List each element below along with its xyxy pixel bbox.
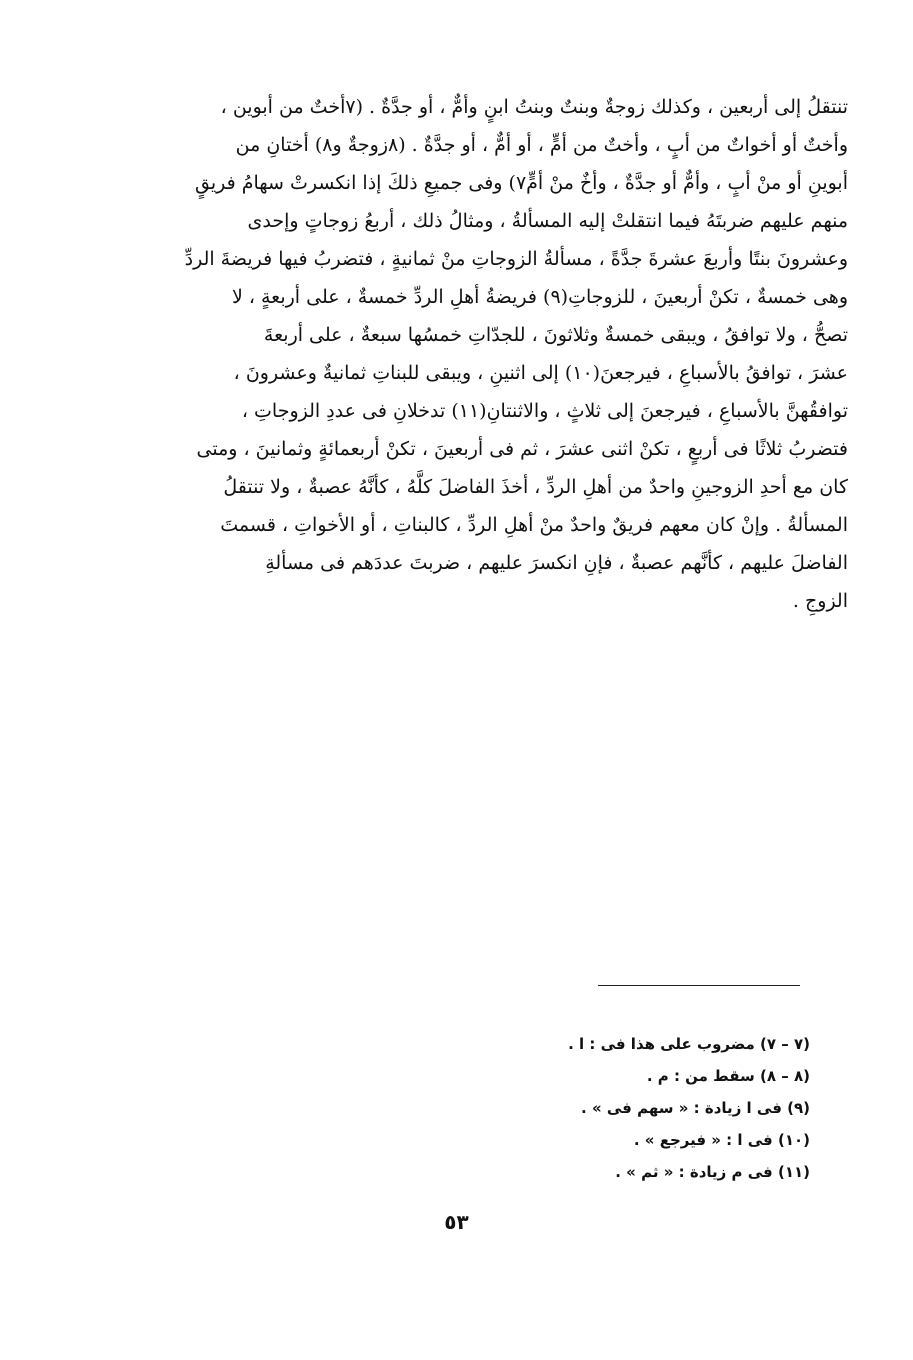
text-line-1: تنتقلُ إلى أربعين ، وكذلك زوجةٌ وبنتٌ وبنتُ ابنٍ وأمٌّ ، أو جدَّةٌ . (٧أختٌ من أبوين ،: [220, 96, 848, 118]
text-line-9: توافقُهنَّ بالأسباعِ ، فيرجعنَ إلى ثلاثٍ ، والاثنتانِ(١١) تدخلانِ فى عددِ الزوجاتِ ،: [241, 400, 848, 422]
footnote-9: (٩) فى ا زيادة : « سهم فى » .: [581, 1099, 810, 1117]
text-line-7: تصحُّ ، ولا توافقُ ، ويبقى خمسةٌ وثلاثونَ ، للجدّاتِ خمسُها سبعةٌ ، على أربعةَ: [263, 324, 848, 346]
text-line-2: وأختٌ أو أخواتٌ من أبٍ ، وأختٌ من أمٍّ ، أو أمٌّ ، أو جدَّةٌ . (٨زوجةٌ و٨) أختانِ من: [235, 134, 848, 156]
footnotes: [450, 1028, 810, 1188]
text-line-12: المسألةُ . وإنْ كان معهم فريقٌ واحدٌ منْ أهلِ الردِّ ، كالبناتِ ، أو الأخواتِ ، قسمتَ: [220, 514, 848, 536]
text-line-5: وعشرونَ بنتًا وأربعَ عشرةَ جدَّةً ، مسألةُ الزوجاتِ منْ ثمانيةٍ ، فتضربُ فيها فريضةَ الردِّ: [184, 248, 848, 270]
text-line-6: وهى خمسةٌ ، تكنْ أربعينَ ، للزوجاتِ(٩) فريضةُ أهلِ الردِّ خمسةٌ ، على أربعةٍ ، لا: [231, 286, 848, 308]
text-line-11: كان مع أحدِ الزوجينِ واحدٌ من أهلِ الردِّ ، أخذَ الفاضلَ كلَّهُ ، كأنَّهُ عصبةٌ ، ولا تنتقلُ: [223, 476, 848, 498]
footnote-separator: [598, 985, 800, 986]
footnote-7: (٧ – ٧) مضروب على هذا فى : ا .: [568, 1035, 810, 1053]
text-line-3: أبوينِ أو منْ أبٍ ، وأمٌّ أو جدَّةٌ ، وأخٌ منْ أمٍّ٧) وفى جميعِ ذلكَ إذا انكسرتْ سهامُ فريقٍ: [194, 172, 848, 194]
footnote-11: (١١) فى م زيادة : « ثم » .: [615, 1163, 810, 1181]
text-line-4: منهم عليهم ضربتَهُ فيما انتقلتْ إليه المسألةُ ، ومثالُ ذلك ، أربعُ زوجاتٍ وإحدى: [247, 210, 848, 232]
main-text-block: [108, 88, 848, 620]
text-line-8: عشرَ ، توافقُ بالأسباعِ ، فيرجعنَ(١٠) إلى اثنينِ ، ويبقى للبناتِ ثمانيةٌ وعشرونَ ،: [233, 362, 848, 384]
footnote-10: (١٠) فى ا : « فيرجع » .: [633, 1131, 810, 1149]
text-line-13: الفاضلَ عليهم ، كأنَّهم عصبةٌ ، فإنِ انكسرَ عليهم ، ضربتَ عددَهم فى مسألةِ: [265, 552, 848, 574]
page-number: ٥٣: [444, 1210, 469, 1234]
text-line-10: فتضربُ ثلاثًا فى أربعٍ ، تكنْ اثنى عشرَ ، ثم فى أربعينَ ، تكنْ أربعمائةٍ وثمانينَ ، ومتى: [196, 438, 848, 460]
footnote-8: (٨ – ٨) سقط من : م .: [646, 1067, 810, 1085]
text-line-14: الزوجِ .: [792, 590, 848, 612]
